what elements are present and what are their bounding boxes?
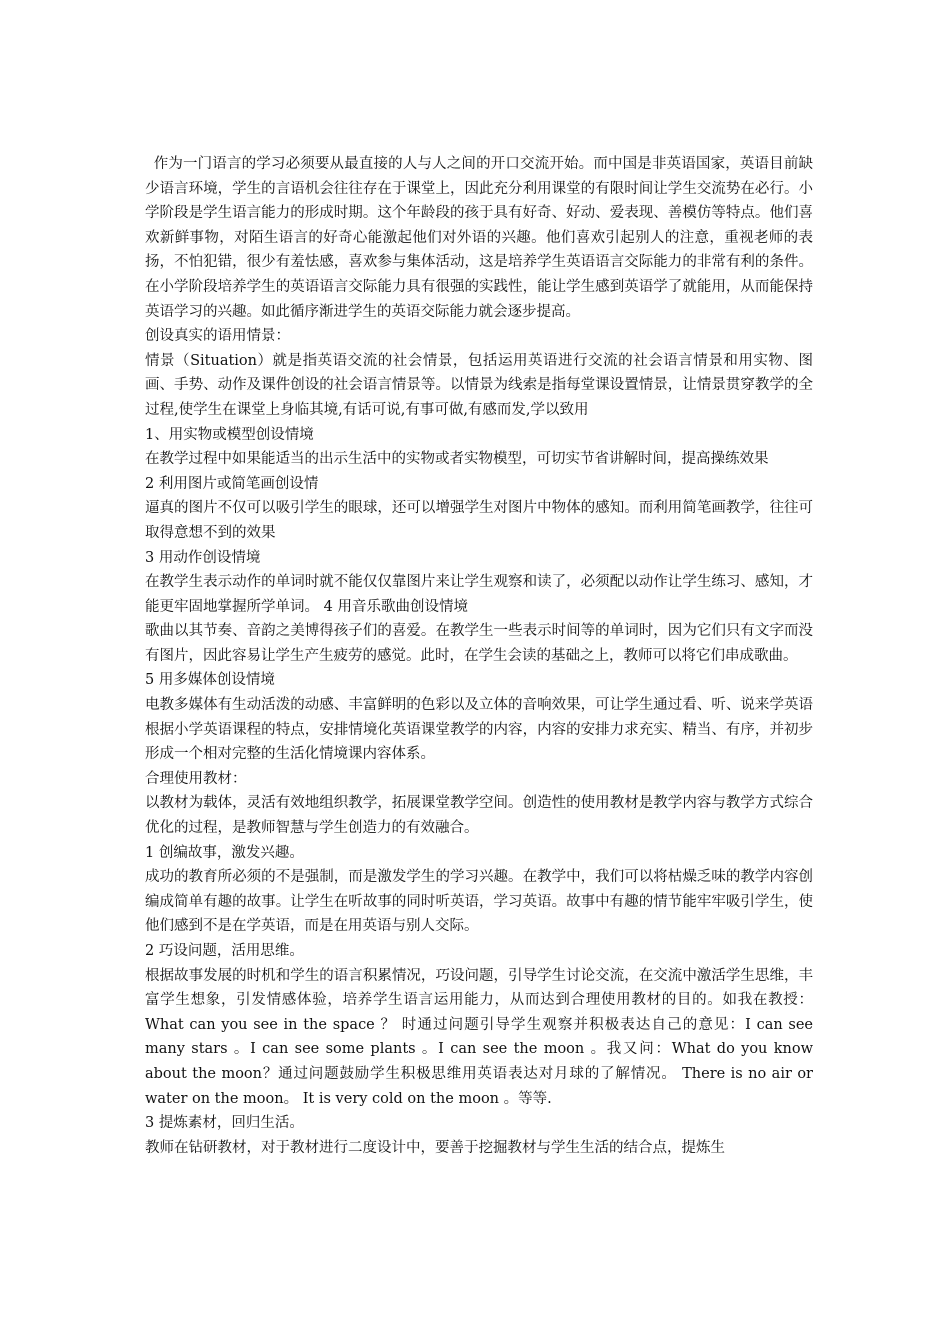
item-heading-1: 1、用实物或模型创设情境	[145, 426, 314, 443]
paragraph-subitem-3: 教师在钻研教材，对于教材进行二度设计中，要善于挖掘教材与学生生活的结合点，提炼生	[145, 1139, 725, 1156]
paragraph-subitem-2: 根据故事发展的时机和学生的语言积累情况，巧设问题，引导学生讨论交流，在交流中激活学生思维，丰富学生想象，引发情感体验，培养学生语言运用能力，从而达到合理使用教材的目的。如我在教授：What can you see in the space ？ 时通过问题引导学生观察并积极表达自己的意见：I can see many stars 。I can see some plants 。I can see the moon 。我又问：What do you know about the moon？通过问题鼓励学生积极思维用英语表达对月球的了解情况。 There is no air or water on the moon。 It is very cold on the moon 。等等.	[145, 967, 813, 1107]
paragraph-item-3: 在教学生表示动作的单词时就不能仅仅靠图片来让学生观察和读了，必须配以动作让学生练习、感知，才能更牢固地掌握所学单词。 4 用音乐歌曲创设情境	[145, 574, 813, 615]
paragraph-item-4: 歌曲以其节奏、音韵之美博得孩子们的喜爱。在教学生一些表示时间等的单词时，因为它们只有文字而没有图片，因此容易让学生产生疲劳的感觉。此时，在学生会读的基础之上，教师可以将它们串成歌曲。	[145, 623, 813, 664]
subitem-heading-2: 2 巧设问题，活用思维。	[145, 943, 304, 959]
paragraph-item-1: 在教学过程中如果能适当的出示生活中的实物或者实物模型，可切实节省讲解时间，提高操练效果	[145, 451, 769, 468]
subitem-heading-3: 3 提炼素材，回归生活。	[145, 1115, 304, 1132]
paragraph-item-2: 逼真的图片不仅可以吸引学生的眼球，还可以增强学生对图片中物体的感知。而利用简笔画教学，往往可取得意想不到的效果	[145, 500, 813, 541]
subitem-heading-1: 1 创编故事，激发兴趣。	[145, 844, 304, 861]
paragraph-textbook: 以教材为载体，灵活有效地组织教学，拓展课堂教学空间。创造性的使用教材是教学内容与教学方式综合优化的过程，是教师智慧与学生创造力的有效融合。	[145, 795, 813, 837]
section-heading-situation: 创设真实的语用情景：	[145, 328, 290, 345]
item-heading-5: 5 用多媒体创设情境	[145, 672, 275, 689]
paragraph-intro: 作为一门语言的学习必须要从最直接的人与人之间的开口交流开始。而中国是非英语国家，英语目前缺少语言环境，学生的言语机会往往存在于课堂上，因此充分利用课堂的有限时间让学生交流势在必行。小学阶段是学生语言能力的形成时期。这个年龄段的孩于具有好奇、好动、爱表现、善模仿等特点。他们喜欢新鲜事物，对陌生语言的好奇心能激起他们对外语的兴趣。他们喜欢引起别人的注意，重视老师的表扬，不怕犯错，很少有羞怯感，喜欢参与集体活动，这是培养学生英语语言交际能力的非常有利的条件。在小学阶段培养学生的英语语言交际能力具有很强的实践性，能让学生感到英语学了就能用，从而能保持英语学习的兴趣。如此循序渐进学生的英语交际能力就会逐步提高。	[145, 156, 813, 320]
section-heading-textbook: 合理使用教材：	[145, 770, 247, 787]
document-body	[145, 152, 813, 1160]
paragraph-subitem-1: 成功的教育所必须的不是强制，而是激发学生的学习兴趣。在教学中，我们可以将枯燥乏味的教学内容创编成简单有趣的故事。让学生在听故事的同时听英语，学习英语。故事中有趣的情节能牢牢吸引学生，使他们感到不是在学英语，而是在用英语与别人交际。	[145, 869, 813, 935]
paragraph-situation: 情景（Situation）就是指英语交流的社会情景，包括运用英语进行交流的社会语言情景和用实物、图画、手势、动作及课件创设的社会语言情景等。以情景为线索是指每堂课设置情景，让情景贯穿教学的全过程,使学生在课堂上身临其境,有话可说,有事可做,有感而发,学以致用	[145, 352, 813, 418]
paragraph-item-5: 电教多媒体有生动活泼的动感、丰富鲜明的色彩以及立体的音响效果，可让学生通过看、听、说来学英语根据小学英语课程的特点，安排情境化英语课堂教学的内容，内容的安排力求充实、精当、有序，并初步形成一个相对完整的生活化情境课内容体系。	[145, 697, 813, 763]
item-heading-2: 2 利用图片或简笔画创设情	[145, 475, 319, 492]
item-heading-3: 3 用动作创设情境	[145, 549, 261, 566]
